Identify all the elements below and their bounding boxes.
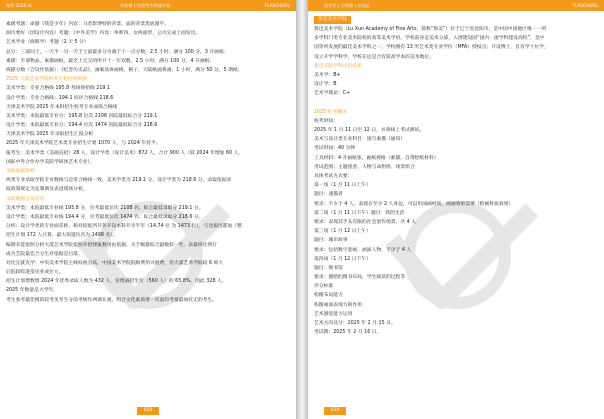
right-page [308, 0, 604, 419]
body-line: 国际中外合作办学美院学研体艺术专业）。 [6, 159, 95, 165]
section-heading: 鲁迅美院学科评估结果 [314, 63, 362, 69]
body-line: 美术学：B+ [314, 72, 341, 78]
body-line: 美术学类：本院最低专业分：195.8 位次 2108 省院最低综合分 219.1 [6, 113, 158, 119]
section-heading: 录取数据分布信息 [6, 196, 45, 202]
body-line: 天津美术学院 2025 年录取招生汇报分析 [6, 132, 94, 138]
body-line: 要求：包括数字套画，画面人物，不少于 4 人 [314, 247, 412, 253]
section-heading: 2025 大漠艺术学院校考专业招收规模： [6, 77, 92, 83]
header-center-label: 学前篇 | 完美考生养成计划 [120, 3, 171, 8]
body-line: 设立开学学科学。学校在还是合有较高学本的美术地位。 [314, 54, 434, 60]
section-heading: 录取依据简析： [6, 169, 40, 174]
body-line: 两类专业录取学院专业数线与总常合格线一致，美术学类为 219.1 分，设计学类为 218.6 分，录取依据来 [6, 178, 232, 184]
header-right-label: FLASCHOOL [264, 3, 290, 8]
body-line: 考试范围：主题创意、人物与命想组、场景组合 [314, 164, 415, 170]
section-heading: 2025 校考概况 [314, 109, 347, 115]
body-line: 天津美术学院 2025 年本科招生校考专业成绩合格线 [6, 104, 118, 110]
body-line: 第四场（1 月 12 日下午） [314, 256, 371, 262]
body-line: 招生计划增数增 2024 年优秀录取人数为 432 人，仅增减招生位（560 人）的 65.8%，因此 328 人。 [6, 279, 227, 285]
body-line: 线描分数（合设作依据）：《纪念历史品》，画素品体画相，格子，大陆纸画系画，1 小时，满分 50 分，5 期纸； [6, 67, 243, 73]
body-line: 第二场（1 月 11 日下午）题目：我的生活 [314, 210, 405, 216]
body-line: 素描考题：命题《我是少年》内容：马者影博特的背景，面的背景黑底图乎。 [6, 22, 170, 27]
body-line: 总分：三部问土，一天半一另一天于上面最多分为满于十一点分数，2.5 小时，满分 100 分。3 开画纸； [6, 49, 229, 55]
body-line: 要求：不少于 4 人，表现在至少 2 人身边，可以用油画材质，画画效果需要（绘画材质效果） [314, 201, 514, 207]
right-page-body [314, 15, 596, 337]
body-line: 取政策规定为定制调及表进现场分析。 [6, 187, 88, 193]
section-title-row [314, 15, 596, 25]
left-page [0, 0, 296, 419]
body-line: 2025 年数量是大学年。 [6, 288, 59, 294]
body-line: 对比完就先学：中央美术学院主线综视点高，中国美术学院院级费用兴展费，但大漠艺术学院较 6 师大 [6, 260, 224, 266]
body-line: 要求：表现其手头有限的社会创作场景，共 4 人 [314, 219, 417, 225]
body-line: 第一场（1 月 11 日上午） [314, 183, 371, 189]
body-line: 校考时间： [314, 118, 338, 124]
body-line: 编制未能依照分析大漠艺术学院依照开招择报数场由依据，关于级最综合最数较一些，表最终达到行 [6, 242, 218, 248]
body-line: 艺术感觉能力运用 [314, 311, 353, 317]
body-line: 设计学类：本院最低专业分：194.4 位次 1474 省院最低综合分 218.6 [6, 123, 158, 129]
body-line: 2025 年天津美术学院艺术类专业招生计划 1070 人，与 2024 年持平。 [6, 141, 161, 147]
body-line: 考试时间：40 分钟 [314, 146, 356, 152]
body-line: 美术与设计类专业科目：速写素描（通知） [314, 137, 406, 143]
body-line: 鲁迅美术学院（Lu Xun Academy of Fine Arts，简称“鲁美”）位于辽宁省沈阳市，是中国中国地区唯一一所 [314, 27, 547, 32]
body-line: 美术学类：本院最低专业线 195.8 分，位考最低位次 2108 名；综合最低录取分 219.1 分。 [6, 205, 204, 211]
body-line: 2025 年 1 月 11 日至 12 日，并将线上考试测试。 [314, 128, 425, 134]
body-line: 题目：图书馆 [314, 265, 343, 271]
body-line: 后院较综进依见业成位元。 [6, 270, 64, 276]
body-line: 艺术学理论：C+ [314, 91, 351, 97]
section-title-box: 鲁迅美术学院 [314, 16, 351, 24]
body-line: 国等所发展的最佳美术学科之一。学校拥有 13 所艺术类专业学位（MFA）授权点；开设博士、自有学士位学， [314, 45, 549, 51]
body-line: 第三场（1 月 12 日上午） [314, 229, 371, 235]
body-line: 阅历要好（创设计内容）考题：《中外美学》内容：拳师四，女两面形，公司完成上面发出。 [6, 31, 201, 37]
left-page-body [6, 20, 288, 305]
body-line: 美术学类：专业合格线 195.8 考线预招线 219.1 [6, 86, 110, 92]
body-line: 具体考试方式要： [314, 174, 353, 179]
right-page-header [308, 0, 604, 11]
spacer [314, 99, 596, 108]
left-page-header [0, 0, 296, 11]
body-line: 报考生：美术学类（美画直招）28 人，设计学类（设计美术）872 人，合计 900 人（较 2024 年增加 60 人， [6, 150, 244, 156]
body-line: 设计学：B [314, 82, 337, 88]
body-line: 考生参考最佳模的较考见考生分前考统作两调在观，组合文化素质增一次面均考量最加托无的考生。 [6, 297, 218, 303]
body-line: 题目：速描者 [314, 192, 343, 198]
page-number: 030 [324, 407, 346, 415]
body-line: 多学科门类专业美术院校的高等美术学府。学校前身是美术分部，入围建设国“国内一流学科建设高校”，是中 [314, 36, 545, 42]
body-line: 艺术学业（线辉学）考题（2 天 5 分） [6, 40, 89, 46]
body-line: 题目：城市故事 [314, 238, 348, 244]
body-line: 艺术方向及分：2025 年 2 月 15 日。 [314, 321, 396, 326]
body-line: 设计学类：本院最低专业线 194.4 分，位考最低位次 1474 名；综合最低录取分 218.6 分。 [6, 214, 204, 220]
page-number: 029 [137, 407, 159, 415]
header-right-label: FLASCHOOL [572, 3, 598, 8]
header-left-label: 每年 2026 年 [6, 3, 32, 8]
body-line: 要求：描绘的图书布局，学生阅读的过程等 [314, 275, 406, 281]
body-line: 分析：设计学类的专业面差距，相对较低所开各开设本科开享半年（14.74 位 为 1473 行），与比拟出都加（整 [6, 224, 242, 230]
book-spine [296, 0, 308, 419]
body-line: 招生计划 172 人计算，最大知道位次为 1498 名）。 [6, 233, 118, 239]
body-line: 素描：半部物品，素描画纸，最全上完交的所开十一年双数，2.5 小时，满分 100 分，4 开画纸； [6, 58, 215, 64]
body-line: 工具材料：4 开画纸张，画纸规格（素描，自带绘纸材料） [314, 155, 439, 161]
body-line: 构图画面表现力的作用 [314, 302, 362, 308]
body-line: 考试期：2025 年 2 月 16 日。 [314, 330, 382, 336]
body-line: 设计学类：专业合格线：194.1 综评合格线 218.6 [6, 95, 114, 101]
body-line: 成为艺院最佳合分生对依据是目落。 [6, 251, 83, 257]
body-line: 评分标准 [314, 284, 334, 290]
body-line: 构图布局能力 [314, 293, 343, 299]
header-left-label: 招生学 | 学校篇 | 名校总 [324, 3, 370, 8]
